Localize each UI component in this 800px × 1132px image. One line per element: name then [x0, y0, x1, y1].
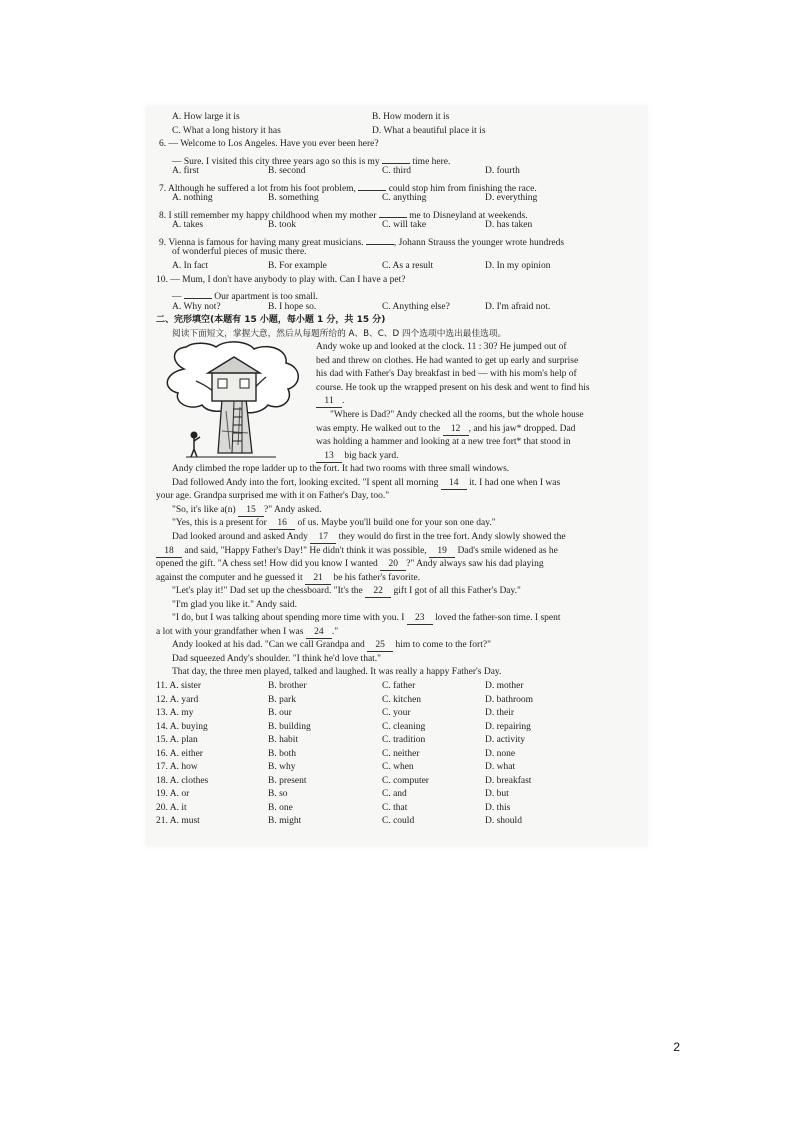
- passage-p7-line4: against the computer and he guessed it 21 be his father's favorite.: [156, 572, 421, 583]
- q8-blank: [379, 206, 407, 218]
- cloze-option: 14. A. buying: [156, 721, 208, 732]
- cloze-option: C. that: [382, 802, 408, 813]
- passage-p2-line4: 13 big back yard.: [156, 450, 634, 464]
- blank-18: 18: [156, 546, 182, 558]
- section-heading: 二、完形填空(本题有 15 小题，每小题 1 分，共 15 分): [156, 315, 386, 326]
- cloze-option-row: [156, 734, 634, 748]
- cloze-option: 21. A. must: [156, 816, 200, 827]
- cloze-option: C. cleaning: [382, 721, 426, 732]
- cloze-option-row: [156, 707, 634, 721]
- cloze-option: D. what: [485, 762, 516, 773]
- q7-stem: 7. Although he suffered a lot from his foot problem, could stop him from finishing the race.: [156, 179, 634, 193]
- blank-20: 20: [380, 559, 406, 571]
- cloze-option: B. so: [268, 789, 288, 800]
- blank-12: 12: [443, 424, 469, 436]
- cloze-option: C. tradition: [382, 735, 426, 746]
- cloze-option-row: [156, 788, 634, 802]
- blank-25: 25: [367, 640, 393, 652]
- cloze-option-row: [156, 694, 634, 708]
- passage-p1-line3: his dad with Father's Day breakfast in bed — with his mom's help of: [316, 369, 577, 380]
- cloze-option: 12. A. yard: [156, 694, 199, 705]
- q9-blank: [366, 233, 394, 245]
- cloze-option: B. both: [268, 748, 296, 759]
- passage-p1-line1: Andy woke up and looked at the clock. 11 : 30? He jumped out of: [316, 342, 567, 353]
- q5-options-row1: [156, 111, 634, 125]
- passage-p2-line3: was holding a hammer and looking at a new tree fort* that stood in: [316, 437, 571, 448]
- passage-p1-line2: bed and threw on clothes. He had wanted to get up early and surprise: [316, 355, 579, 366]
- q5-option-c: C. What a long history it has: [172, 125, 281, 136]
- cloze-option: C. and: [382, 789, 407, 800]
- passage-p4-line1: Dad followed Andy into the fort, looking excited. "I spent all morning 14 it. I had one when I was: [172, 477, 561, 488]
- cloze-option: D. activity: [485, 735, 526, 746]
- cloze-option: B. why: [268, 762, 296, 773]
- cloze-option: B. park: [268, 694, 296, 705]
- cloze-option: 11. A. sister: [156, 680, 202, 691]
- cloze-option: 13. A. my: [156, 708, 194, 719]
- q8-options: A. takes B. took C. will take D. has taken: [172, 220, 533, 231]
- q6-stem2: — Sure. I visited this city three years ago so this is my time here.: [156, 152, 634, 166]
- passage-p11: Andy looked at his dad. "Can we call Grandpa and 25 him to come to the fort?": [172, 640, 491, 651]
- cloze-option: 16. A. either: [156, 748, 203, 759]
- passage-p9: "I'm glad you like it." Andy said.: [172, 599, 298, 610]
- passage-p2-line1: "Where is Dad?" Andy checked all the rooms, but the whole house: [330, 410, 584, 421]
- cloze-option: C. when: [382, 762, 414, 773]
- cloze-option: D. this: [485, 802, 511, 813]
- cloze-option: 18. A. clothes: [156, 775, 209, 786]
- blank-23: 23: [407, 613, 433, 625]
- q6-stem: 6. — Welcome to Los Angeles. Have you ever been here?: [159, 139, 379, 150]
- q10-blank: [184, 287, 212, 299]
- q7-options: A. nothing B. something C. anything D. everything: [172, 193, 538, 204]
- cloze-option: 19. A. or: [156, 789, 190, 800]
- q9-stem2: of wonderful pieces of music there.: [172, 247, 307, 258]
- blank-13: 13: [316, 451, 342, 463]
- cloze-option: C. father: [382, 680, 416, 691]
- q5-option-d: D. What a beautiful place it is: [372, 125, 486, 136]
- document-content: [156, 111, 634, 829]
- q5-option-a: A. How large it is: [172, 112, 240, 122]
- cloze-option-row: [156, 680, 634, 694]
- blank-17: 17: [310, 532, 336, 544]
- cloze-option: 15. A. plan: [156, 735, 198, 746]
- blank-22: 22: [365, 586, 391, 598]
- passage-p4-line2: your age. Grandpa surprised me with it on Father's Day, too.": [156, 491, 390, 502]
- cloze-option: D. breakfast: [485, 775, 532, 786]
- cloze-option: B. our: [268, 708, 292, 719]
- passage-p10-line2: a lot with your grandfather when I was 24 .": [156, 626, 339, 637]
- passage-p13: That day, the three men played, talked and laughed. It was really a happy Father's Day.: [172, 667, 502, 678]
- cloze-option: D. repairing: [485, 721, 531, 732]
- cloze-option: C. could: [382, 816, 415, 827]
- q10-options: A. Why not? B. I hope so. C. Anything else? D. I'm afraid not.: [172, 301, 551, 312]
- cloze-option: C. your: [382, 708, 411, 719]
- passage-p5: "So, it's like a(n) 15 ?" Andy asked.: [172, 504, 322, 515]
- q6-blank: [382, 152, 410, 164]
- cloze-option: 20. A. it: [156, 802, 187, 813]
- blank-21: 21: [305, 573, 331, 585]
- passage-p7-line3: opened the gift. "A chess set! How did you know I wanted 20 ?" Andy always saw his dad playing: [156, 559, 544, 570]
- cloze-options: [156, 680, 634, 829]
- blank-19: 19: [429, 546, 455, 558]
- cloze-option-row: [156, 721, 634, 735]
- passage-p8: "Let's play it!" Dad set up the chessboard. "It's the 22 gift I got of all this Father's Day.": [172, 586, 521, 597]
- passage-p7-line1: Dad looked around and asked Andy 17 they would do first in the tree fort. Andy slowly showed the: [172, 531, 566, 542]
- blank-16: 16: [269, 518, 295, 530]
- cloze-option: B. habit: [268, 735, 299, 746]
- cloze-option: B. one: [268, 802, 293, 813]
- passage-p12: Dad squeezed Andy's shoulder. "I think he'd love that.": [172, 653, 382, 664]
- cloze-option-row: [156, 815, 634, 829]
- passage-p7-line2: 18 and said, "Happy Father's Day!" He didn't think it was possible, 19 Dad's smile widened as he: [156, 545, 634, 559]
- passage-p2-line2: was empty. He walked out to the 12 , and his jaw* dropped. Dad: [316, 423, 576, 434]
- cloze-option: B. brother: [268, 680, 307, 691]
- passage-p1-line5: 11 .: [156, 395, 634, 409]
- cloze-option: D. bathroom: [485, 694, 534, 705]
- q5-options-row2: [156, 125, 634, 139]
- cloze-option: D. none: [485, 748, 516, 759]
- cloze-option: 17. A. how: [156, 762, 198, 773]
- q9-stem: 9. Vienna is famous for having many great musicians. , Johann Strauss the younger wrote hundreds: [156, 233, 634, 247]
- cloze-option-row: [156, 775, 634, 789]
- blank-14: 14: [441, 478, 467, 490]
- passage-p1-line4: course. He took up the wrapped present on his desk and went to find his: [316, 382, 590, 393]
- q10-stem2: — Our apartment is too small.: [156, 287, 634, 301]
- cloze-option: C. kitchen: [382, 694, 422, 705]
- section-instruction: 阅读下面短文，掌握大意，然后从每题所给的 A、B、C、D 四个选项中选出最佳选项。: [172, 328, 507, 339]
- passage-p10-line1: "I do, but I was talking about spending more time with you. I 23 loved the father-son time. I spent: [172, 613, 561, 624]
- blank-11: 11: [316, 396, 342, 408]
- cloze-option-row: [156, 802, 634, 816]
- cloze-option: D. but: [485, 789, 509, 800]
- cloze-passage: [156, 341, 634, 463]
- passage-p6: "Yes, this is a present for 16 of us. Maybe you'll build one for your son one day.": [172, 518, 496, 529]
- blank-24: 24: [306, 627, 332, 639]
- q5-option-b: B. How modern it is: [372, 112, 450, 122]
- q8-stem: 8. I still remember my happy childhood when my mother me to Disneyland at weekends.: [156, 206, 634, 220]
- q10-stem: 10. — Mum, I don't have anybody to play with. Can I have a pet?: [156, 274, 406, 285]
- cloze-option: B. might: [268, 816, 302, 827]
- cloze-option: B. building: [268, 721, 311, 732]
- cloze-option-row: [156, 761, 634, 775]
- cloze-option: D. their: [485, 708, 515, 719]
- cloze-option-row: [156, 748, 634, 762]
- passage-p3: Andy climbed the rope ladder up to the fort. It had two rooms with three small windows.: [172, 464, 510, 475]
- cloze-option: C. computer: [382, 775, 429, 786]
- blank-15: 15: [238, 505, 264, 517]
- cloze-option: D. mother: [485, 680, 524, 691]
- q7-blank: [358, 179, 386, 191]
- cloze-option: D. should: [485, 816, 522, 827]
- q9-options: A. In fact B. For example C. As a result D. In my opinion: [172, 261, 551, 272]
- page-number: 2: [673, 1040, 680, 1054]
- q6-options: A. first B. second C. third D. fourth: [172, 166, 520, 177]
- cloze-option: B. present: [268, 775, 307, 786]
- cloze-option: C. neither: [382, 748, 420, 759]
